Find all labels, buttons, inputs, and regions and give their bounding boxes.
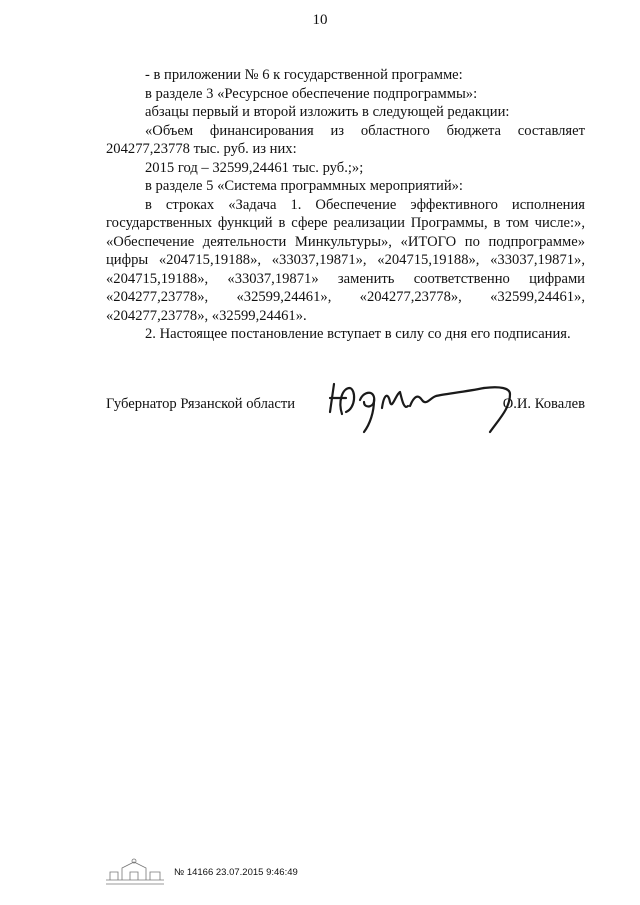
paragraph-funding-volume: «Объем финансирования из областного бюджета составляет (145, 122, 585, 139)
paragraph-section-3: в разделе 3 «Ресурсное обеспечение подпрограммы»: (145, 85, 478, 102)
signatory-name: О.И. Ковалев (502, 396, 585, 412)
paragraph-edit-instruction: абзацы первый и второй изложить в следующей редакции: (145, 104, 510, 120)
paragraph-replacement-figures: в строках «Задача 1. Обеспечение эффективного исполнения государственных функций в сфере реализации Программы, в том числе:», «Обеспечение деятельности Минкультуры», «ИТОГО по подпрограмме» цифры «204715,19188», «33037,19871», «204715,19188», «33037,19871», «204715,19188», «33037,19871» заменить соответственно цифрами «204277,23778», «32599,24461», «204277,23778», «32599,24461», «204277,23778», «32599,24461». (106, 196, 585, 324)
paragraph-effective-date: 2. Настоящее постановление вступает в силу со дня его подписания. (145, 326, 571, 342)
signatory-role: Губернатор Рязанской области (106, 396, 296, 412)
paragraph-2015-amount: 2015 год – 32599,24461 тыс. руб.;»; (145, 159, 364, 176)
handwritten-signature-icon (324, 378, 524, 434)
paragraph-appendix-6: - в приложении № 6 к государственной программе: (145, 67, 463, 83)
paragraph-section-5: в разделе 5 «Система программных мероприятий»: (145, 178, 463, 194)
page-number: 10 (312, 12, 328, 28)
paragraph-funding-amount: 204277,23778 тыс. руб. из них: (106, 141, 297, 157)
document-body (106, 66, 585, 344)
registration-number: № 14166 23.07.2015 9:46:49 (174, 867, 298, 878)
registration-stamp-icon (104, 858, 166, 888)
